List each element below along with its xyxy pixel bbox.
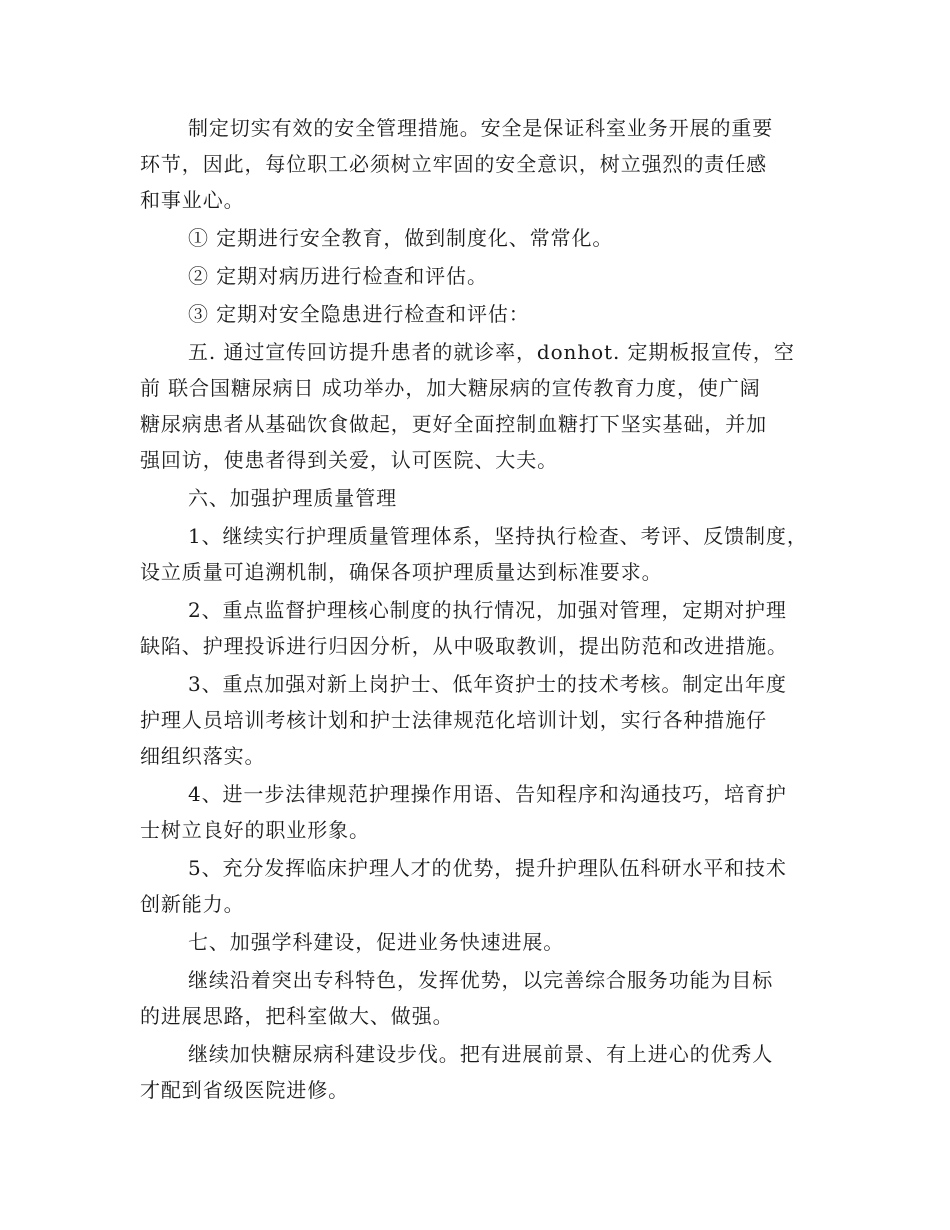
list-item-3: ③ 定期对安全隐患进行检查和评估： <box>188 302 530 326</box>
item-1-line-1: 1、继续实行护理质量管理体系，坚持执行检查、考评、反馈制度， <box>188 524 808 548</box>
item-2-line-1: 2、重点监督护理核心制度的执行情况，加强对管理，定期对护理 <box>188 598 787 622</box>
section-seven-heading: 七、加强学科建设，促进业务快速进展。 <box>188 930 565 954</box>
list-item-2: ② 定期对病历进行检查和评估。 <box>188 264 488 288</box>
item-5-line-1: 5、充分发挥临床护理人才的优势，提升护理队伍科研水平和技术 <box>188 856 787 880</box>
list-item-1: ① 定期进行安全教育，做到制度化、常常化。 <box>188 226 614 250</box>
section-five-line-4: 强回访，使患者得到关爱，认可医院、大夫。 <box>140 448 558 472</box>
text-line-2: 环节，因此，每位职工必须树立牢固的安全意识，树立强烈的责任感 <box>140 152 767 176</box>
section-five-line-3: 糖尿病患者从基础饮食做起，更好全面控制血糖打下坚实基础，并加 <box>140 412 767 436</box>
item-1-line-2: 设立质量可追溯机制，确保各项护理质量达到标准要求。 <box>140 560 663 584</box>
item-5-line-2: 创新能力。 <box>140 892 245 916</box>
text-line-3: 和事业心。 <box>140 188 245 212</box>
section-five-line-1: 五. 通过宣传回访提升患者的就诊率，donhot. 定期板报宣传，空 <box>188 340 795 364</box>
item-4-line-1: 4、进一步法律规范护理操作用语、告知程序和沟通技巧，培育护 <box>188 782 787 806</box>
item-2-line-2: 缺陷、护理投诉进行归因分析，从中吸取教训，提出防范和改进措施。 <box>140 634 788 658</box>
text-line-1: 制定切实有效的安全管理措施。安全是保证科室业务开展的重要 <box>188 116 774 140</box>
section-six-heading: 六、加强护理质量管理 <box>188 486 397 510</box>
paragraph-b-line-2: 才配到省级医院进修。 <box>140 1078 349 1102</box>
paragraph-b-line-1: 继续加快糖尿病科建设步伐。把有进展前景、有上进心的优秀人 <box>188 1042 774 1066</box>
section-five-line-2: 前 联合国糖尿病日 成功举办，加大糖尿病的宣传教育力度，使广阔 <box>140 376 761 400</box>
item-3-line-3: 细组织落实。 <box>140 744 266 768</box>
item-3-line-1: 3、重点加强对新上岗护士、低年资护士的技术考核。制定出年度 <box>188 672 787 696</box>
item-3-line-2: 护理人员培训考核计划和护士法律规范化培训计划，实行各种措施仔 <box>140 708 767 732</box>
item-4-line-2: 士树立良好的职业形象。 <box>140 818 370 842</box>
paragraph-a-line-2: 的进展思路，把科室做大、做强。 <box>140 1004 454 1028</box>
paragraph-a-line-1: 继续沿着突出专科特色，发挥优势，以完善综合服务功能为目标 <box>188 968 774 992</box>
